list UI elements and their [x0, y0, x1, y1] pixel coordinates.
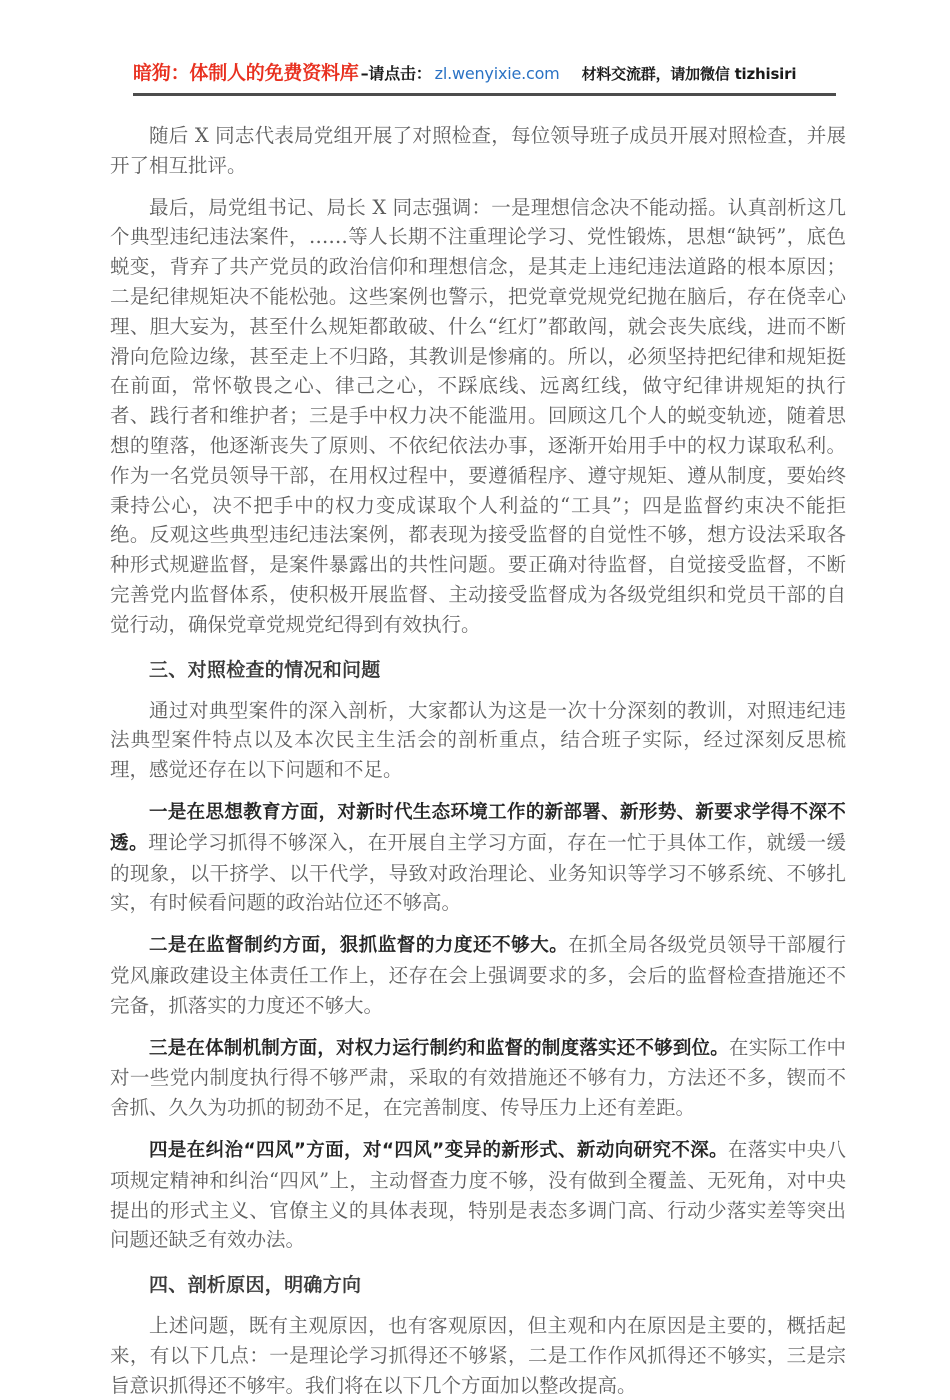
paragraph-rest-text: 在落实中央八项规定精神和纠治“四风”上，主动督查力度不够，没有做到全覆盖、无死角，对中央提出的形式主义、官僚主义的具体表现，特别是表态多调门高、行动少落实差等突出问题还缺乏有效办法。 — [110, 1137, 846, 1252]
body-paragraph: 上述问题，既有主观原因，也有客观原因，但主观和内在原因是主要的，概括起来，有以下几点：一是理论学习抓得还不够紧，二是工作作风抓得还不够实，三是宗旨意识抓得还不够牢。我们将在以下几个方面加以整改提高。 — [110, 1314, 846, 1397]
paragraph-lead-text: 三是在体制机制方面，对权力运行制约和监督的制度落实还不够到位。 — [149, 1037, 729, 1059]
body-paragraph: 随后 X 同志代表局党组开展了对照检查，每位领导班子成员开展对照检查，并展开了相互批评。 — [110, 124, 846, 177]
promo-banner-content — [133, 62, 796, 83]
paragraph-lead-text: 四是在纠治“四风”方面，对“四风”变异的新形式、新动向研究不深。 — [149, 1139, 729, 1161]
promo-banner — [133, 62, 836, 96]
paragraph-rest-text: 在抓全局各级党员领导干部履行党风廉政建设主体责任工作上，还存在会上强调要求的多，会后的监督检查措施还不完备，抓落实的力度还不够大。 — [110, 933, 846, 1017]
promo-site-link[interactable]: zl.wenyixie.com — [434, 64, 560, 83]
body-paragraph-with-lead — [110, 930, 846, 1020]
paragraph-rest-text: 理论学习抓得不够深入，在开展自主学习方面，存在一忙于具体工作，就缓一缓的现象，以干挤学、以干代学，导致对政治理论、业务知识等学习不够系统、不够扎实，有时候看问题的政治站位还不够高。 — [110, 830, 846, 915]
promo-brand-label: 暗狗：体制人的免费资料库 — [133, 62, 359, 84]
paragraph-lead-text: 二是在监督制约方面，狠抓监督的力度还不够大。 — [149, 935, 569, 957]
body-paragraph: 最后，局党组书记、局长 X 同志强调：一是理想信念决不能动摇。认真剖析这几个典型违纪违法案件，……等人长期不注重理论学习、党性锻炼，思想“缺钙”，底色蜕变，背弃了共产党员的政治信仰和理想信念，是其走上违纪违法道路的根本原因；二是纪律规矩决不能松弛。这些案例也警示，把党章党规党纪抛在脑后，存在侥幸心理、胆大妄为，甚至什么规矩都敢破、什么“红灯”都敢闯，就会丧失底线，进而不断滑向危险边缘，甚至走上不归路，其教训是惨痛的。所以，必须坚持把纪律和规矩挺在前面，常怀敬畏之心、律己之心，不踩底线、远离红线，做守纪律讲规矩的执行者、践行者和维护者；三是手中权力决不能滥用。回顾这几个人的蜕变轨迹，随着思想的堕落，他逐渐丧失了原则、不依纪依法办事，逐渐开始用手中的权力谋取私利。作为一名党员领导干部，在用权过程中，要遵循程序、遵守规矩、遵从制度，要始终秉持公心，决不把手中的权力变成谋取个人利益的“工具”；四是监督约束决不能拒绝。反观这些典型违纪违法案例，都表现为接受监督的自觉性不够，想方设法采取各种形式规避监督，是案件暴露出的共性问题。要正确对待监督，自觉接受监督，不断完善党内监督体系，使积极开展监督、主动接受监督成为各级党组织和党员干部的自觉行动，确保党章党规党纪得到有效执行。 — [110, 195, 846, 636]
paragraph-lead-text: 一是在思想教育方面，对新时代生态环境工作的新部署、新形势、新要求学得不深不透。 — [110, 801, 846, 854]
section-heading: 四、剖析原因，明确方向 — [149, 1274, 362, 1297]
body-paragraph: 通过对典型案件的深入剖析，大家都认为这是一次十分深刻的教训，对照违纪违法典型案件特点以及本次民主生活会的剖析重点，结合班子实际，经过深刻反思梳理，感觉还存在以下问题和不足。 — [110, 698, 846, 782]
paragraph-rest-text: 在实际工作中对一些党内制度执行得不够严肃，采取的有效措施还不够有力，方法还不多，锲而不舍抓、久久为功抓的韧劲不足，在完善制度、传导压力上还有差距。 — [110, 1035, 846, 1120]
body-paragraph-with-lead — [110, 1135, 846, 1255]
promo-cta-label: –请点击： — [360, 64, 432, 83]
promo-contact-label: 材料交流群，请加微信 tizhisiri — [581, 65, 797, 83]
body-paragraph-with-lead — [110, 1033, 846, 1123]
body-paragraph-with-lead — [110, 797, 846, 918]
section-heading: 三、对照检查的情况和问题 — [149, 658, 381, 681]
document-body — [110, 121, 846, 1400]
